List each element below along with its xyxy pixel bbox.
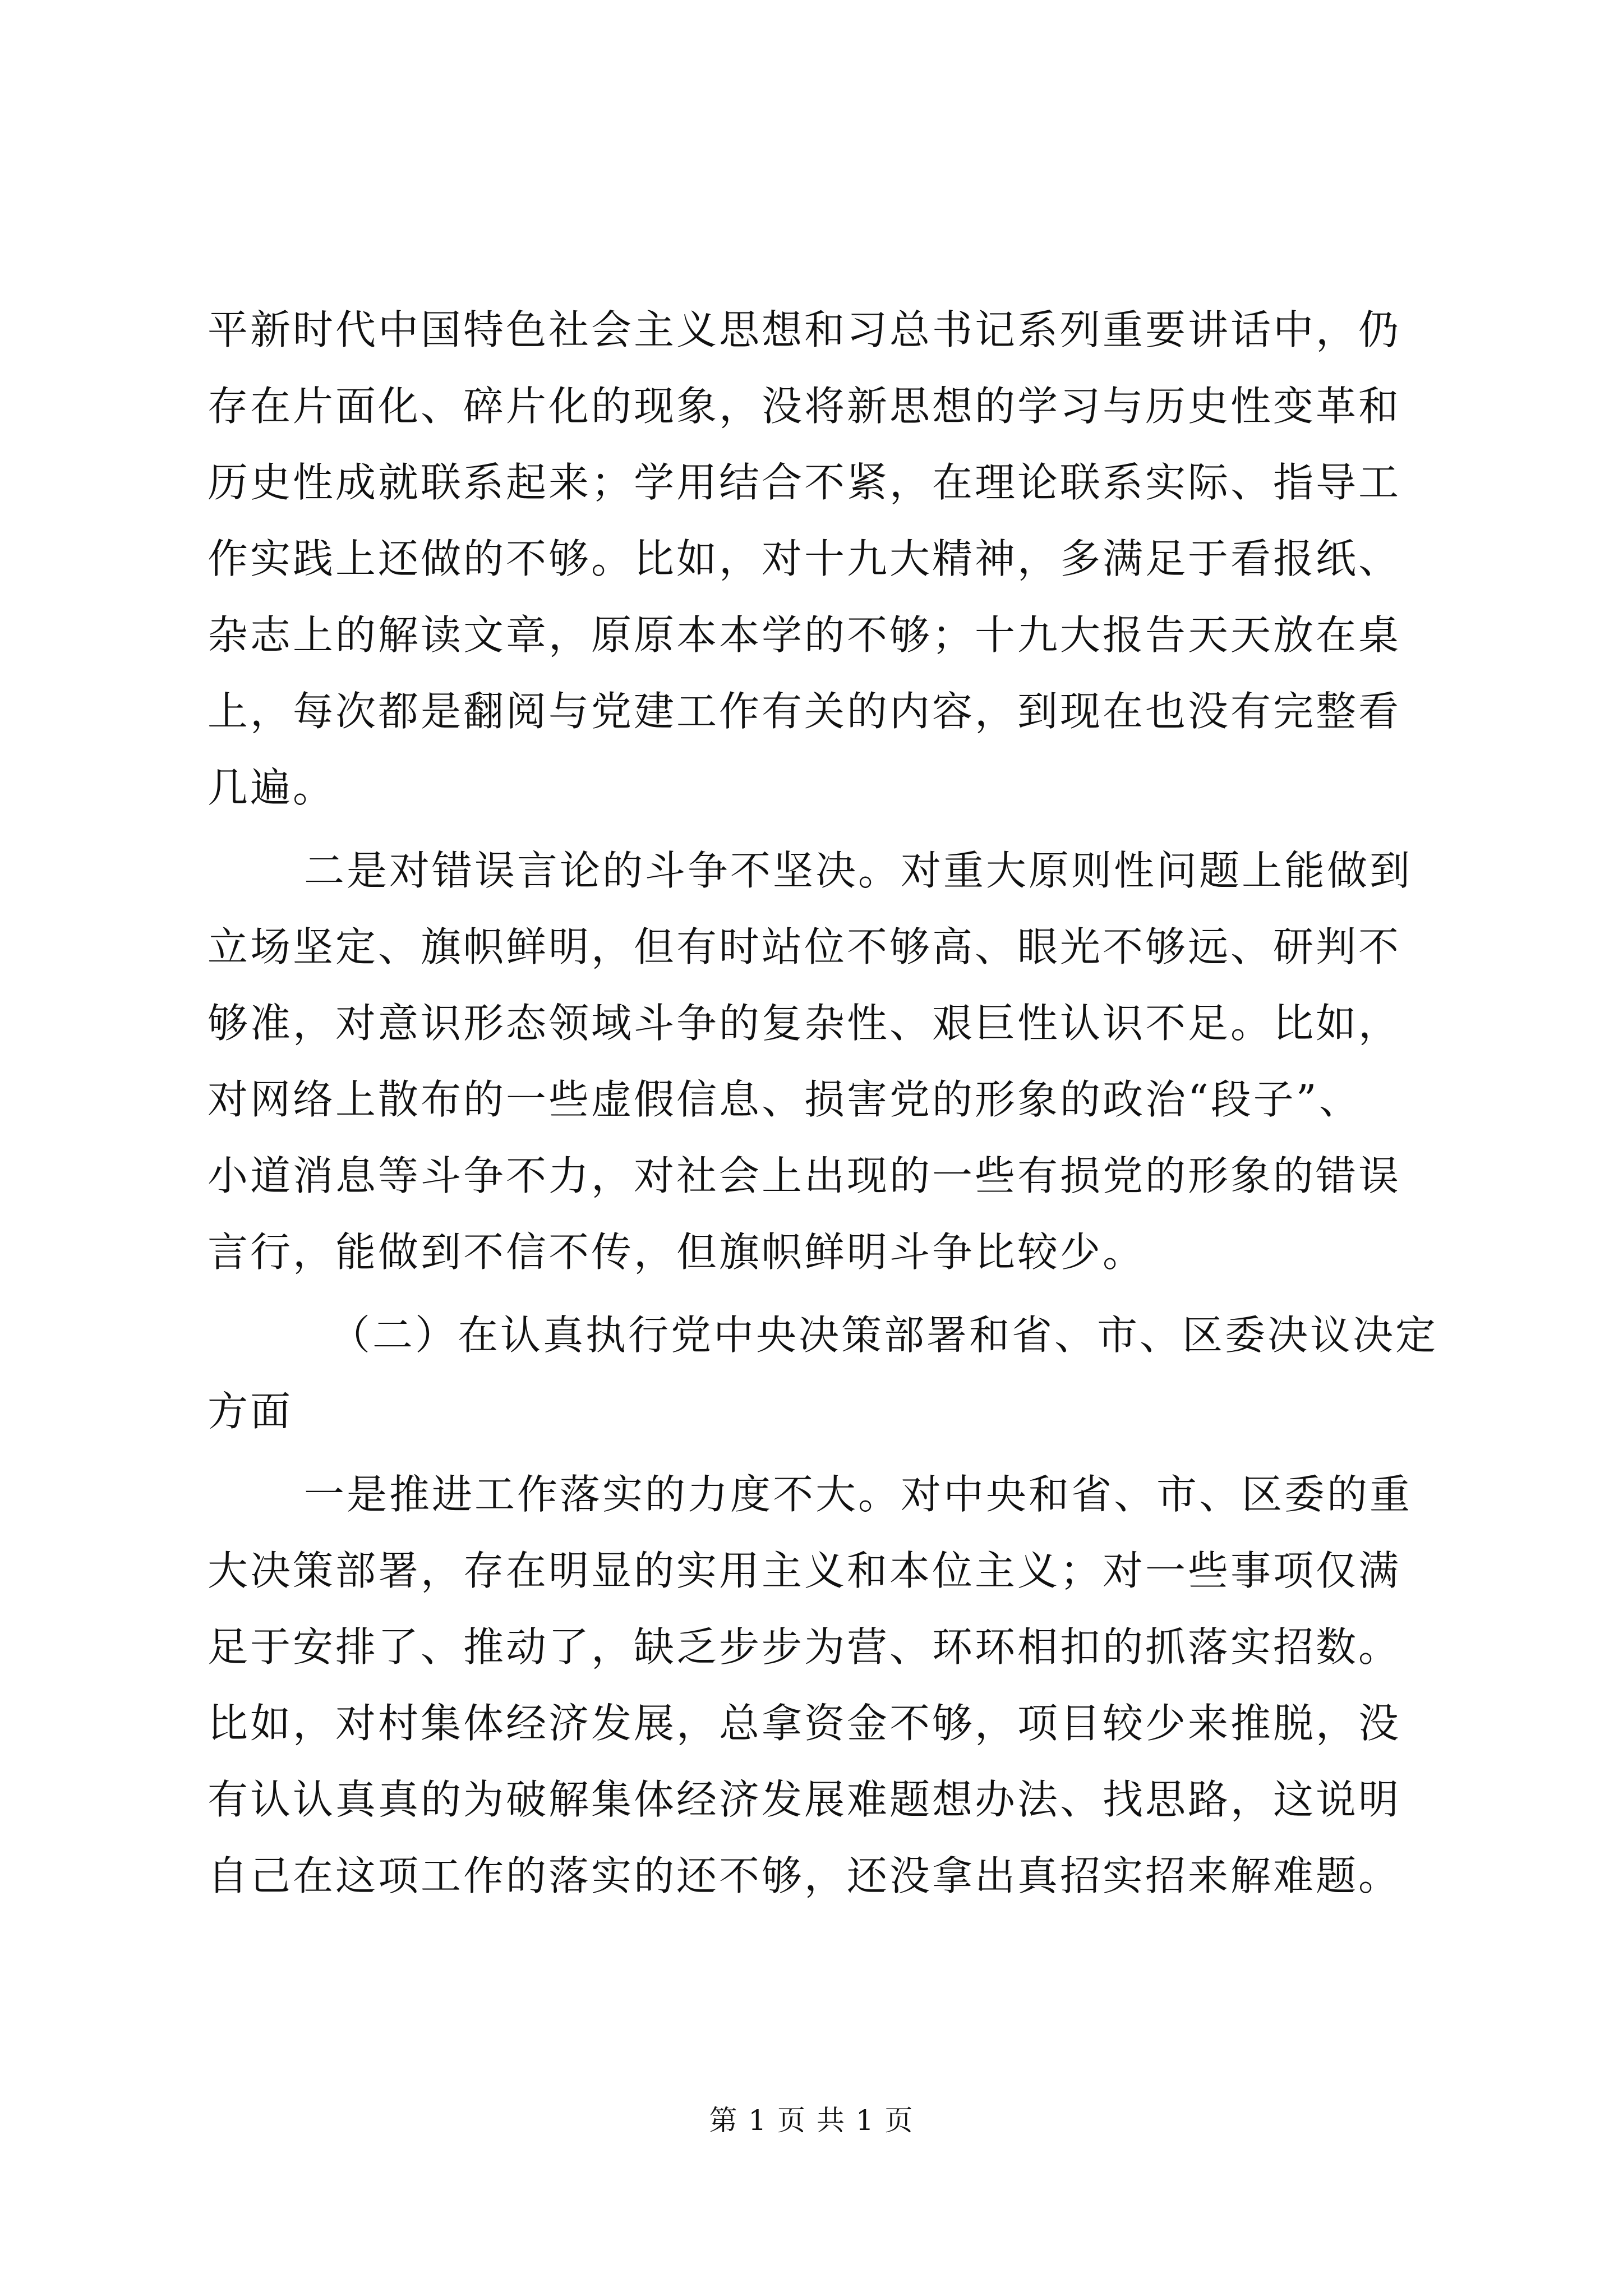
text-line: 存在片面化、碎片化的现象，没将新思想的学习与历史性变革和 bbox=[208, 383, 1401, 430]
text-line: 一是推进工作落实的力度不大。对中央和省、市、区委的重 bbox=[304, 1471, 1413, 1518]
paragraph-point-one bbox=[208, 1456, 1413, 1914]
heading-line: 方面 bbox=[208, 1388, 293, 1435]
heading-line: （二）在认真执行党中央决策部署和省、市、区委决议决定 bbox=[330, 1312, 1438, 1359]
section-heading-two bbox=[208, 1297, 1438, 1450]
text-line: 比如，对村集体经济发展，总拿资金不够，项目较少来推脱，没 bbox=[208, 1700, 1401, 1747]
page-number-label: 第 1 页 共 1 页 bbox=[709, 2104, 914, 2137]
text-line: 上，每次都是翻阅与党建工作有关的内容，到现在也没有完整看 bbox=[208, 688, 1401, 735]
text-line: 足于安排了、推动了，缺乏步步为营、环环相扣的抓落实招数。 bbox=[208, 1623, 1401, 1671]
text-line: 二是对错误言论的斗争不坚决。对重大原则性问题上能做到 bbox=[304, 847, 1413, 894]
text-line: 自己在这项工作的落实的还不够，还没拿出真招实招来解难题。 bbox=[208, 1852, 1401, 1899]
text-line: 历史性成就联系起来；学用结合不紧，在理论联系实际、指导工 bbox=[208, 459, 1401, 506]
text-line: 平新时代中国特色社会主义思想和习总书记系列重要讲话中，仍 bbox=[208, 306, 1401, 353]
text-line: 大决策部署，存在明显的实用主义和本位主义；对一些事项仅满 bbox=[208, 1547, 1401, 1594]
text-line: 有认认真真的为破解集体经济发展难题想办法、找思路，这说明 bbox=[208, 1776, 1401, 1823]
text-line: 几遍。 bbox=[208, 764, 336, 811]
text-line: 作实践上还做的不够。比如，对十九大精神，多满足于看报纸、 bbox=[208, 535, 1401, 582]
text-line: 立场坚定、旗帜鲜明，但有时站位不够高、眼光不够远、研判不 bbox=[208, 923, 1401, 970]
text-line: 够准，对意识形态领域斗争的复杂性、艰巨性认识不足。比如， bbox=[208, 1000, 1401, 1047]
paragraph-continued bbox=[208, 292, 1413, 826]
text-line: 言行，能做到不信不传，但旗帜鲜明斗争比较少。 bbox=[208, 1228, 1146, 1276]
paragraph-point-two bbox=[208, 832, 1413, 1290]
page-footer bbox=[0, 2101, 1623, 2140]
text-line: 杂志上的解读文章，原原本本学的不够；十九大报告天天放在桌 bbox=[208, 611, 1401, 659]
text-line: 对网络上散布的一些虚假信息、损害党的形象的政治“段子”、 bbox=[208, 1076, 1362, 1123]
document-body bbox=[208, 292, 1438, 1914]
text-line: 小道消息等斗争不力，对社会上出现的一些有损党的形象的错误 bbox=[208, 1152, 1401, 1199]
